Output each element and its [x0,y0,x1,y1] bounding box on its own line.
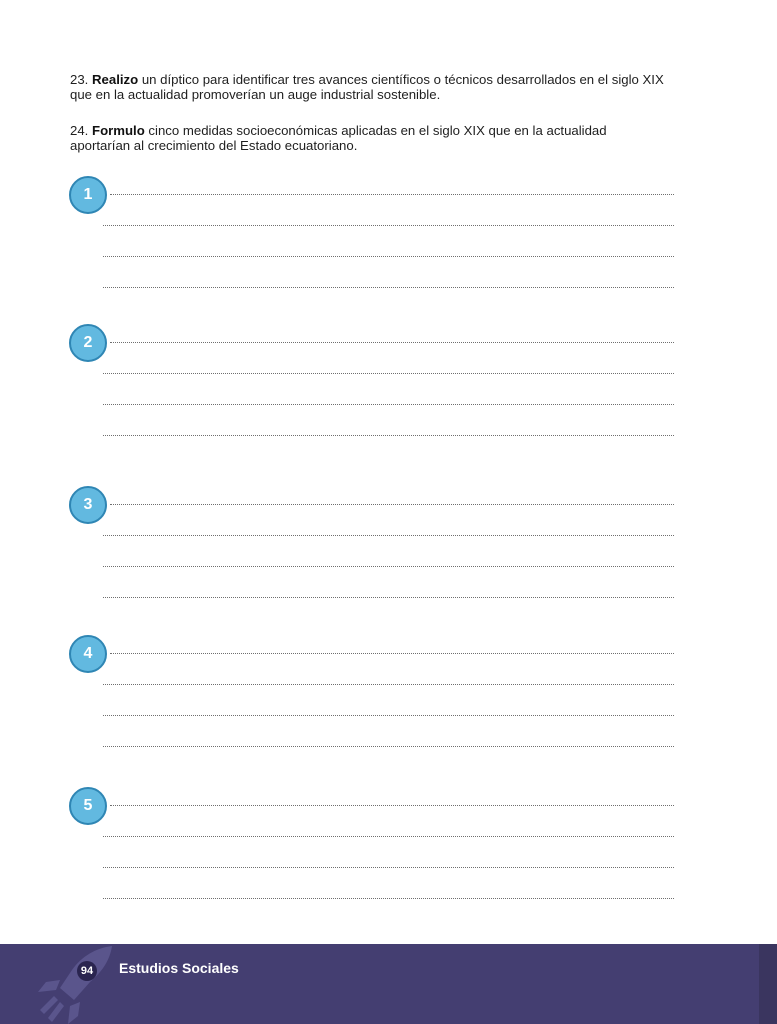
number-badge: 2 [69,324,107,362]
number-badge: 4 [69,635,107,673]
answer-line[interactable] [103,597,674,598]
answer-block-2 [68,324,674,434]
question-text: cinco medidas socioeconómicas aplicadas en el siglo XIX que en la actualidad aportarían al crecimiento del Estado ecuatoriano. [70,123,607,153]
answer-line[interactable] [103,836,674,837]
answer-line[interactable] [110,805,674,806]
answer-line[interactable] [103,684,674,685]
question-number: 23. [70,72,89,87]
question-verb: Formulo [92,123,145,138]
question-number: 24. [70,123,89,138]
answer-block-1 [68,176,674,286]
answer-line[interactable] [110,194,674,195]
answer-block-5 [68,787,674,897]
answer-line[interactable] [103,435,674,436]
answer-line[interactable] [103,373,674,374]
question-24 [70,123,670,153]
answer-line[interactable] [103,404,674,405]
question-text: un díptico para identificar tres avances científicos o técnicos desarrollados en el siglo XIX que en la actualidad promoverían un auge industrial sostenible. [70,72,664,102]
number-badge: 5 [69,787,107,825]
answer-line[interactable] [110,653,674,654]
answer-line[interactable] [103,898,674,899]
answer-line[interactable] [103,535,674,536]
rocket-icon [30,944,120,1024]
page-number: 94 [77,961,97,981]
footer-edge [759,944,777,1024]
answer-line[interactable] [103,746,674,747]
question-23 [70,72,670,102]
number-badge: 1 [69,176,107,214]
answer-line[interactable] [103,287,674,288]
answer-line[interactable] [103,566,674,567]
number-badge: 3 [69,486,107,524]
answer-line[interactable] [103,225,674,226]
answer-line[interactable] [103,715,674,716]
question-verb: Realizo [92,72,139,87]
subject-title: Estudios Sociales [119,960,239,976]
page-footer [0,944,777,1024]
answer-line[interactable] [110,504,674,505]
answer-line[interactable] [103,256,674,257]
answer-block-3 [68,486,674,596]
answer-line[interactable] [103,867,674,868]
answer-line[interactable] [110,342,674,343]
answer-block-4 [68,635,674,745]
